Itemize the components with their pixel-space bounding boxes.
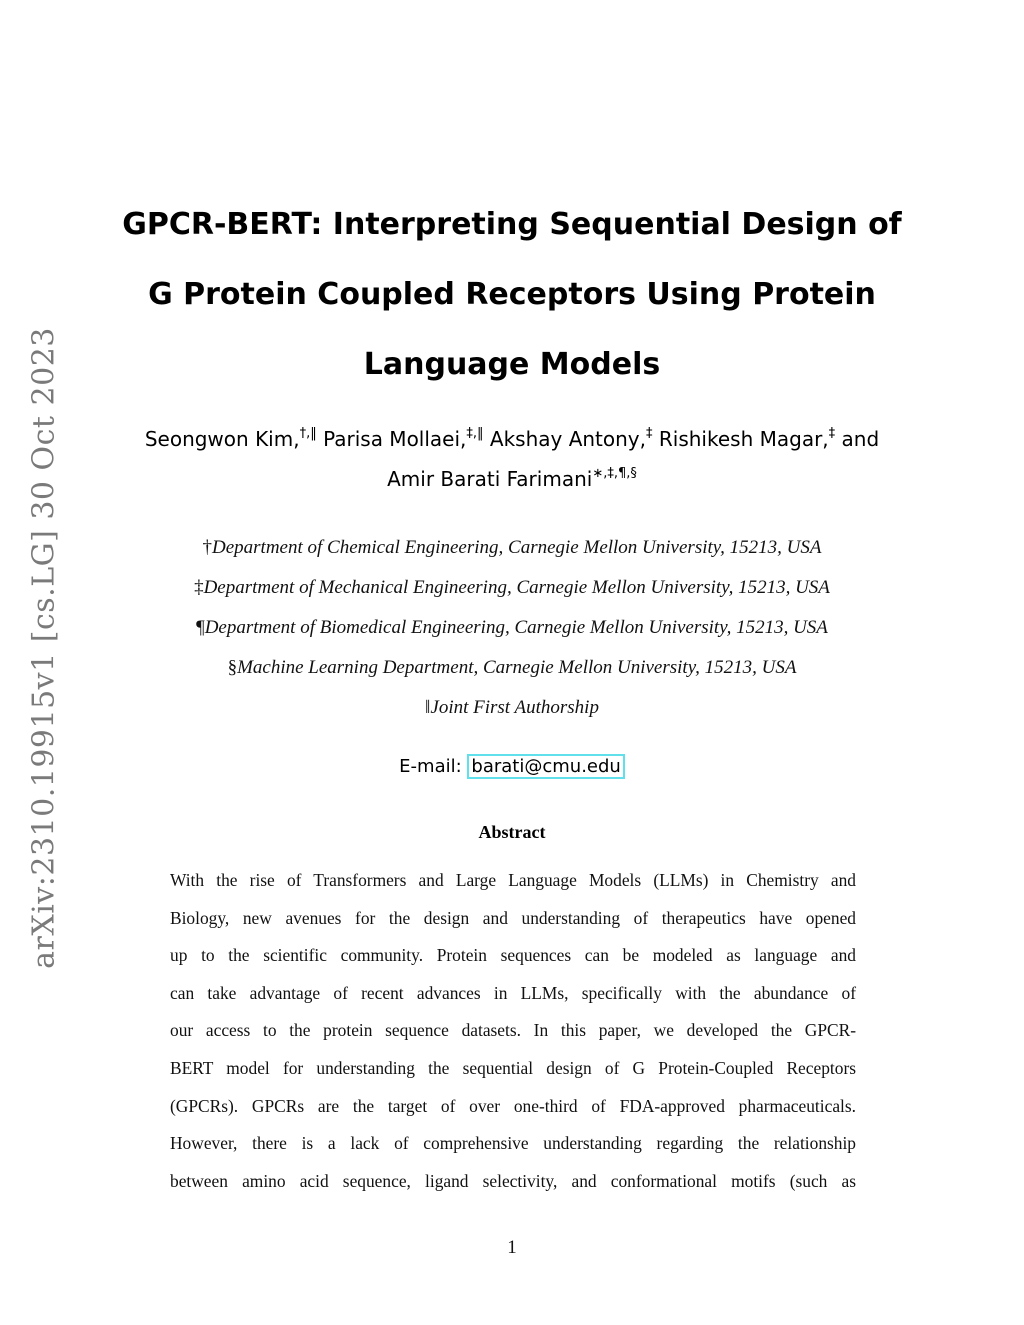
email-link[interactable]: barati@cmu.edu <box>467 754 624 779</box>
abstract-line: can take advantage of recent advances in LLMs, specifically with the abundance of <box>170 982 856 1003</box>
joint-first-authorship-note <box>112 688 912 728</box>
affiliation-mark: ‡ <box>194 577 204 598</box>
author-affiliation-marks: ∗,‡,¶,§ <box>592 466 637 481</box>
abstract-heading: Abstract <box>478 822 546 842</box>
abstract-line: (GPCRs). GPCRs are the target of over one-third of FDA-approved pharmaceuticals. <box>170 1095 856 1116</box>
abstract-line: between amino acid sequence, ligand selectivity, and conformational motifs (such as <box>170 1170 856 1191</box>
affiliation-text: Department of Chemical Engineering, Carnegie Mellon University, 15213, USA <box>212 537 822 558</box>
author-affiliation-marks: ‡ <box>828 426 836 441</box>
author-name: Akshay Antony, <box>489 427 647 451</box>
author-line-1 <box>112 419 912 459</box>
affiliation-text: Joint First Authorship <box>430 697 599 718</box>
abstract-line: With the rise of Transformers and Large Language Models (LLMs) in Chemistry and <box>170 870 856 890</box>
affiliation-text: Machine Learning Department, Carnegie Mellon University, 15213, USA <box>237 657 797 678</box>
affiliation-mechanical-engineering <box>112 568 912 608</box>
abstract-line: Biology, new avenues for the design and understanding of therapeutics have opened <box>170 907 856 928</box>
abstract-line: However, there is a lack of comprehensive understanding regarding the relationship <box>170 1133 856 1154</box>
abstract-line: our access to the protein sequence datasets. In this paper, we developed the GPCR- <box>170 1020 856 1041</box>
author-name: Rishikesh Magar, <box>658 427 829 451</box>
author-line-2 <box>112 459 912 499</box>
contact-email <box>112 752 912 782</box>
author-conjunction: and <box>841 427 880 451</box>
affiliation-text: Department of Biomedical Engineering, Carnegie Mellon University, 15213, USA <box>204 617 828 638</box>
abstract-line: up to the scientific community. Protein sequences can be modeled as language and <box>170 945 856 966</box>
author-name: Parisa Mollaei, <box>323 427 467 451</box>
abstract-text <box>170 862 856 1200</box>
affiliation-mark: † <box>202 537 212 558</box>
affiliation-list <box>112 528 912 728</box>
affiliation-text: Department of Mechanical Engineering, Carnegie Mellon University, 15213, USA <box>203 577 830 598</box>
affiliation-chemical-engineering <box>112 528 912 568</box>
author-name: Seongwon Kim, <box>144 427 300 451</box>
arxiv-identifier-stamp: arXiv:2310.19915v1 [cs.LG] 30 Oct 2023 <box>26 327 62 969</box>
corresponding-author-name: Amir Barati Farimani <box>387 467 593 491</box>
author-affiliation-marks: ‡,‖ <box>466 426 484 441</box>
author-list <box>112 419 912 499</box>
email-label: E-mail: <box>399 756 462 777</box>
author-affiliation-marks: ‡ <box>646 426 653 441</box>
affiliation-mark: § <box>227 657 238 678</box>
affiliation-biomedical-engineering <box>112 608 912 648</box>
affiliation-mark: ‖ <box>425 697 431 718</box>
page-number: 1 <box>507 1237 517 1258</box>
affiliation-mark: ¶ <box>196 617 205 638</box>
paper-title: GPCR-BERT: Interpreting Sequential Design of G Protein Coupled Receptors Using Protein Language Models <box>122 207 902 382</box>
author-affiliation-marks: †,‖ <box>299 426 317 441</box>
affiliation-machine-learning <box>112 648 912 688</box>
abstract-line: BERT model for understanding the sequential design of G Protein-Coupled Receptors <box>170 1057 856 1078</box>
